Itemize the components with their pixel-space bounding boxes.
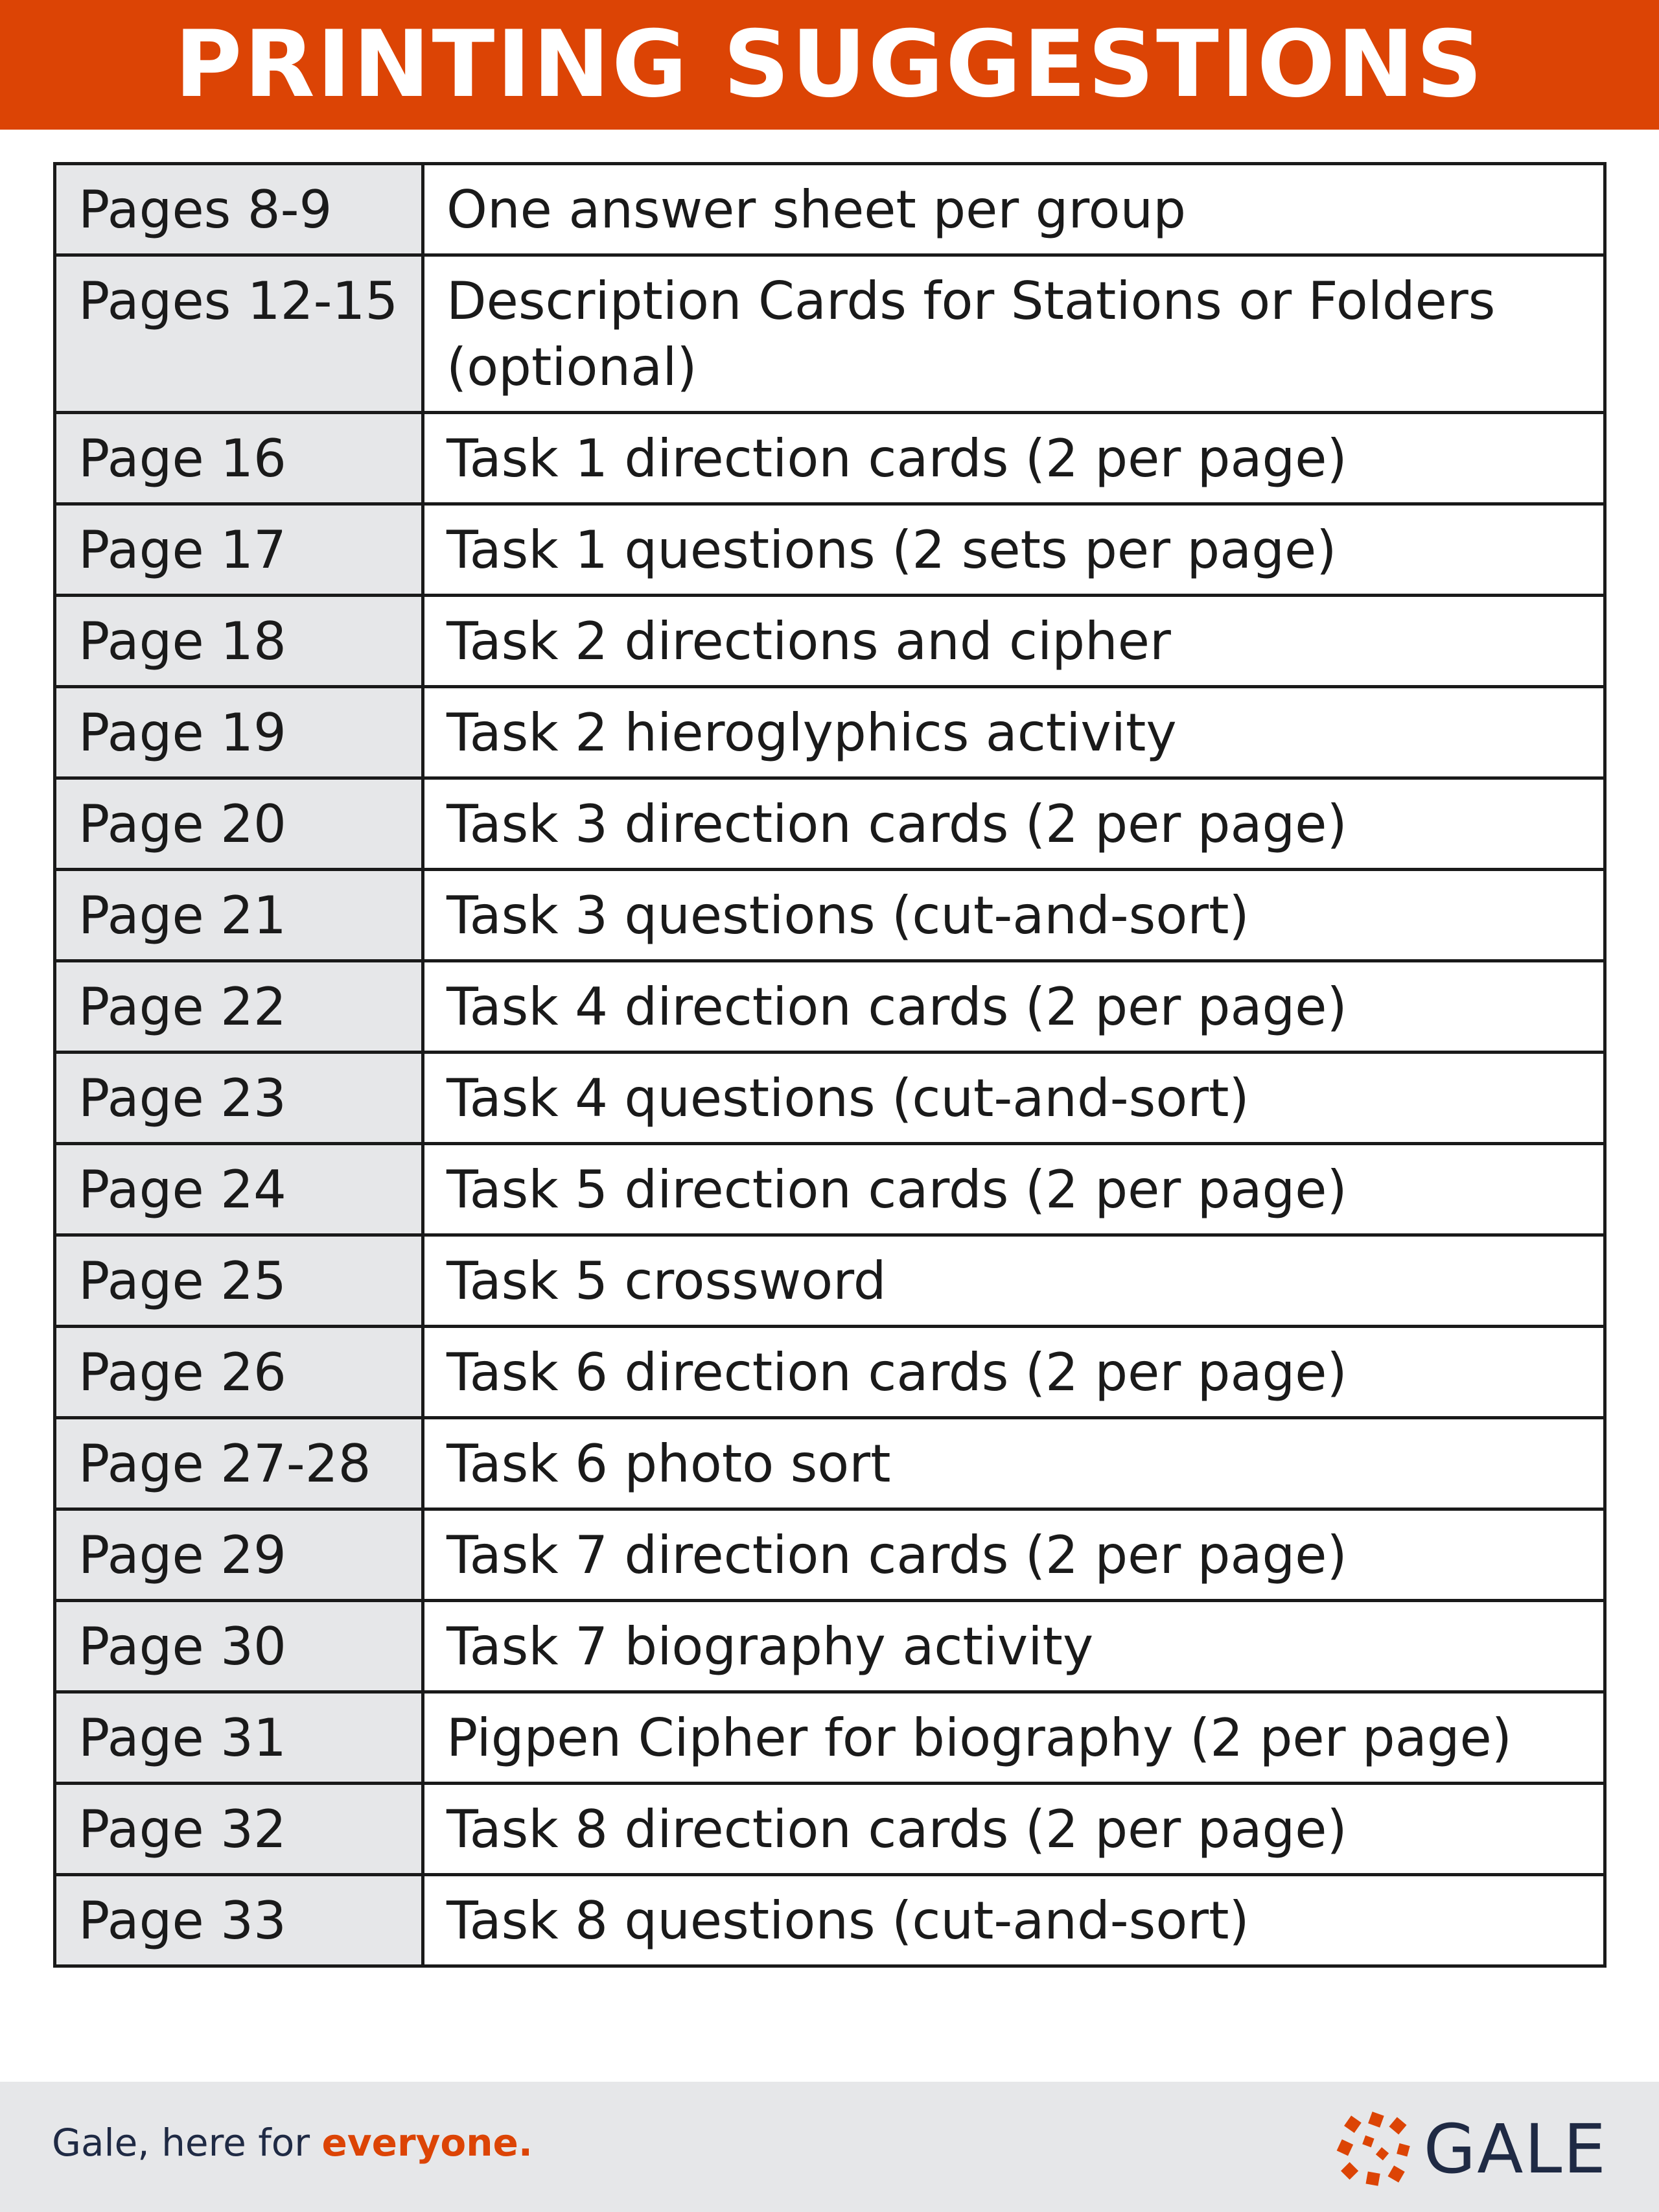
page-range-cell: Page 20 <box>55 778 423 870</box>
page-range-cell: Page 18 <box>55 596 423 687</box>
gale-wordmark: GALE <box>1423 2110 1607 2189</box>
page-range-cell: Page 31 <box>55 1692 423 1784</box>
description-cell: Task 5 direction cards (2 per page) <box>423 1144 1605 1235</box>
table-row <box>55 164 1605 255</box>
description-cell: Task 4 questions (cut-and-sort) <box>423 1053 1605 1144</box>
page-range-cell: Page 30 <box>55 1601 423 1692</box>
table-row <box>55 778 1605 870</box>
description-cell: Task 3 questions (cut-and-sort) <box>423 870 1605 961</box>
page-range-cell: Pages 12-15 <box>55 255 423 413</box>
description-cell: Task 7 biography activity <box>423 1601 1605 1692</box>
description-cell: Task 2 hieroglyphics activity <box>423 687 1605 778</box>
page-range-cell: Page 21 <box>55 870 423 961</box>
gale-starburst-icon <box>1336 2110 1413 2188</box>
table-row <box>55 1327 1605 1418</box>
table-row <box>55 1418 1605 1509</box>
tagline <box>52 2121 533 2166</box>
description-cell: Task 6 photo sort <box>423 1418 1605 1509</box>
page-range-cell: Page 16 <box>55 413 423 504</box>
table-row <box>55 1144 1605 1235</box>
footer-bar <box>0 2082 1659 2212</box>
table-row <box>55 1053 1605 1144</box>
table-row <box>55 1875 1605 1966</box>
printing-schedule-body <box>55 164 1605 1966</box>
description-cell: Description Cards for Stations or Folders (optional) <box>423 255 1605 413</box>
description-cell: Task 8 direction cards (2 per page) <box>423 1784 1605 1875</box>
page-range-cell: Page 33 <box>55 1875 423 1966</box>
description-cell: Task 8 questions (cut-and-sort) <box>423 1875 1605 1966</box>
description-cell: Task 2 directions and cipher <box>423 596 1605 687</box>
tagline-text: Gale, here for <box>52 2121 322 2165</box>
page-range-cell: Page 29 <box>55 1509 423 1601</box>
description-cell: Task 4 direction cards (2 per page) <box>423 961 1605 1053</box>
table-row <box>55 1601 1605 1692</box>
page-range-cell: Page 22 <box>55 961 423 1053</box>
table-row <box>55 1509 1605 1601</box>
printing-schedule-table <box>53 162 1607 1968</box>
page-range-cell: Page 19 <box>55 687 423 778</box>
page-range-cell: Page 27-28 <box>55 1418 423 1509</box>
description-cell: Task 5 crossword <box>423 1235 1605 1327</box>
description-cell: One answer sheet per group <box>423 164 1605 255</box>
table-row <box>55 413 1605 504</box>
table-row <box>55 687 1605 778</box>
page-range-cell: Page 17 <box>55 504 423 596</box>
table-row <box>55 1692 1605 1784</box>
description-cell: Task 6 direction cards (2 per page) <box>423 1327 1605 1418</box>
description-cell: Task 1 direction cards (2 per page) <box>423 413 1605 504</box>
page-range-cell: Page 26 <box>55 1327 423 1418</box>
page-title: PRINTING SUGGESTIONS <box>174 11 1485 118</box>
table-row <box>55 255 1605 413</box>
gale-logo <box>1336 2110 1607 2188</box>
table-row <box>55 1784 1605 1875</box>
page-range-cell: Page 23 <box>55 1053 423 1144</box>
table-row <box>55 504 1605 596</box>
page-range-cell: Pages 8-9 <box>55 164 423 255</box>
table-row <box>55 1235 1605 1327</box>
table-row <box>55 596 1605 687</box>
page-range-cell: Page 24 <box>55 1144 423 1235</box>
page-range-cell: Page 32 <box>55 1784 423 1875</box>
description-cell: Task 1 questions (2 sets per page) <box>423 504 1605 596</box>
description-cell: Task 7 direction cards (2 per page) <box>423 1509 1605 1601</box>
title-banner <box>0 0 1659 130</box>
table-row <box>55 961 1605 1053</box>
table-row <box>55 870 1605 961</box>
description-cell: Pigpen Cipher for biography (2 per page) <box>423 1692 1605 1784</box>
page-range-cell: Page 25 <box>55 1235 423 1327</box>
description-cell: Task 3 direction cards (2 per page) <box>423 778 1605 870</box>
tagline-accent: everyone. <box>321 2121 533 2165</box>
